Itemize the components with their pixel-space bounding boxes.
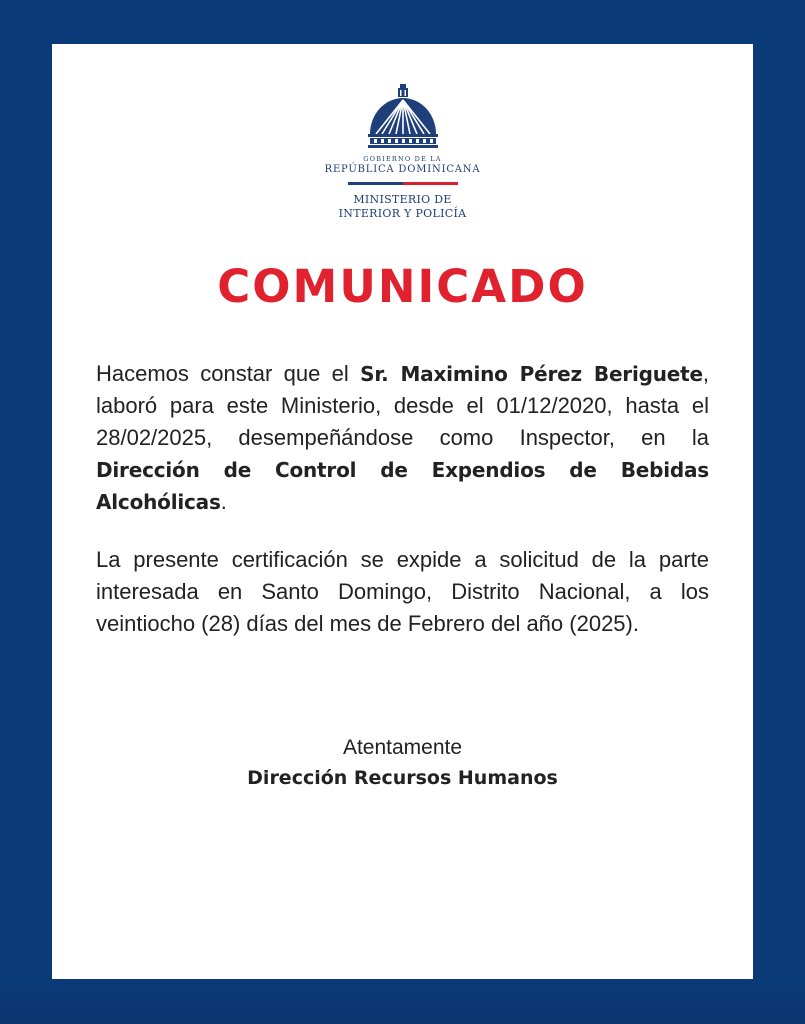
logo-country-name: REPÚBLICA DOMINICANA [324,163,481,175]
closing-salutation: Atentamente [342,736,463,759]
certification-paragraph [96,358,709,518]
government-logo [52,84,753,221]
paragraph-end-punctuation: . [220,489,227,514]
paragraph-employment-text: , laboró para este Ministerio, desde el 01/12/2020, hasta el 28/02/2025, desempeñándose como Inspector, en la [96,361,709,450]
document-title: COMUNICADO [217,260,588,313]
paragraph-intro-text: Hacemos constar que el [96,361,361,386]
department-name: Dirección de Control de Expendios de Bebidas Alcohólicas [96,458,709,514]
logo-government-line: GOBIERNO DE LA [363,155,442,163]
employee-name: Sr. Maximino Pérez Beriguete [360,362,703,386]
document-sheet [52,44,753,979]
signatory-department: Dirección Recursos Humanos [247,767,558,789]
logo-ministry-line-1: MINISTERIO DE [353,192,452,206]
logo-divider [348,182,458,185]
logo-ministry-line-2: INTERIOR Y POLICÍA [338,206,467,220]
capitol-dome-icon [365,84,441,150]
issuance-paragraph: La presente certificación se expide a solicitud de la parte interesada en Santo Domingo, Distrito Nacional, a los veintiocho (28) días del mes de Febrero del año (2025). [96,547,709,636]
